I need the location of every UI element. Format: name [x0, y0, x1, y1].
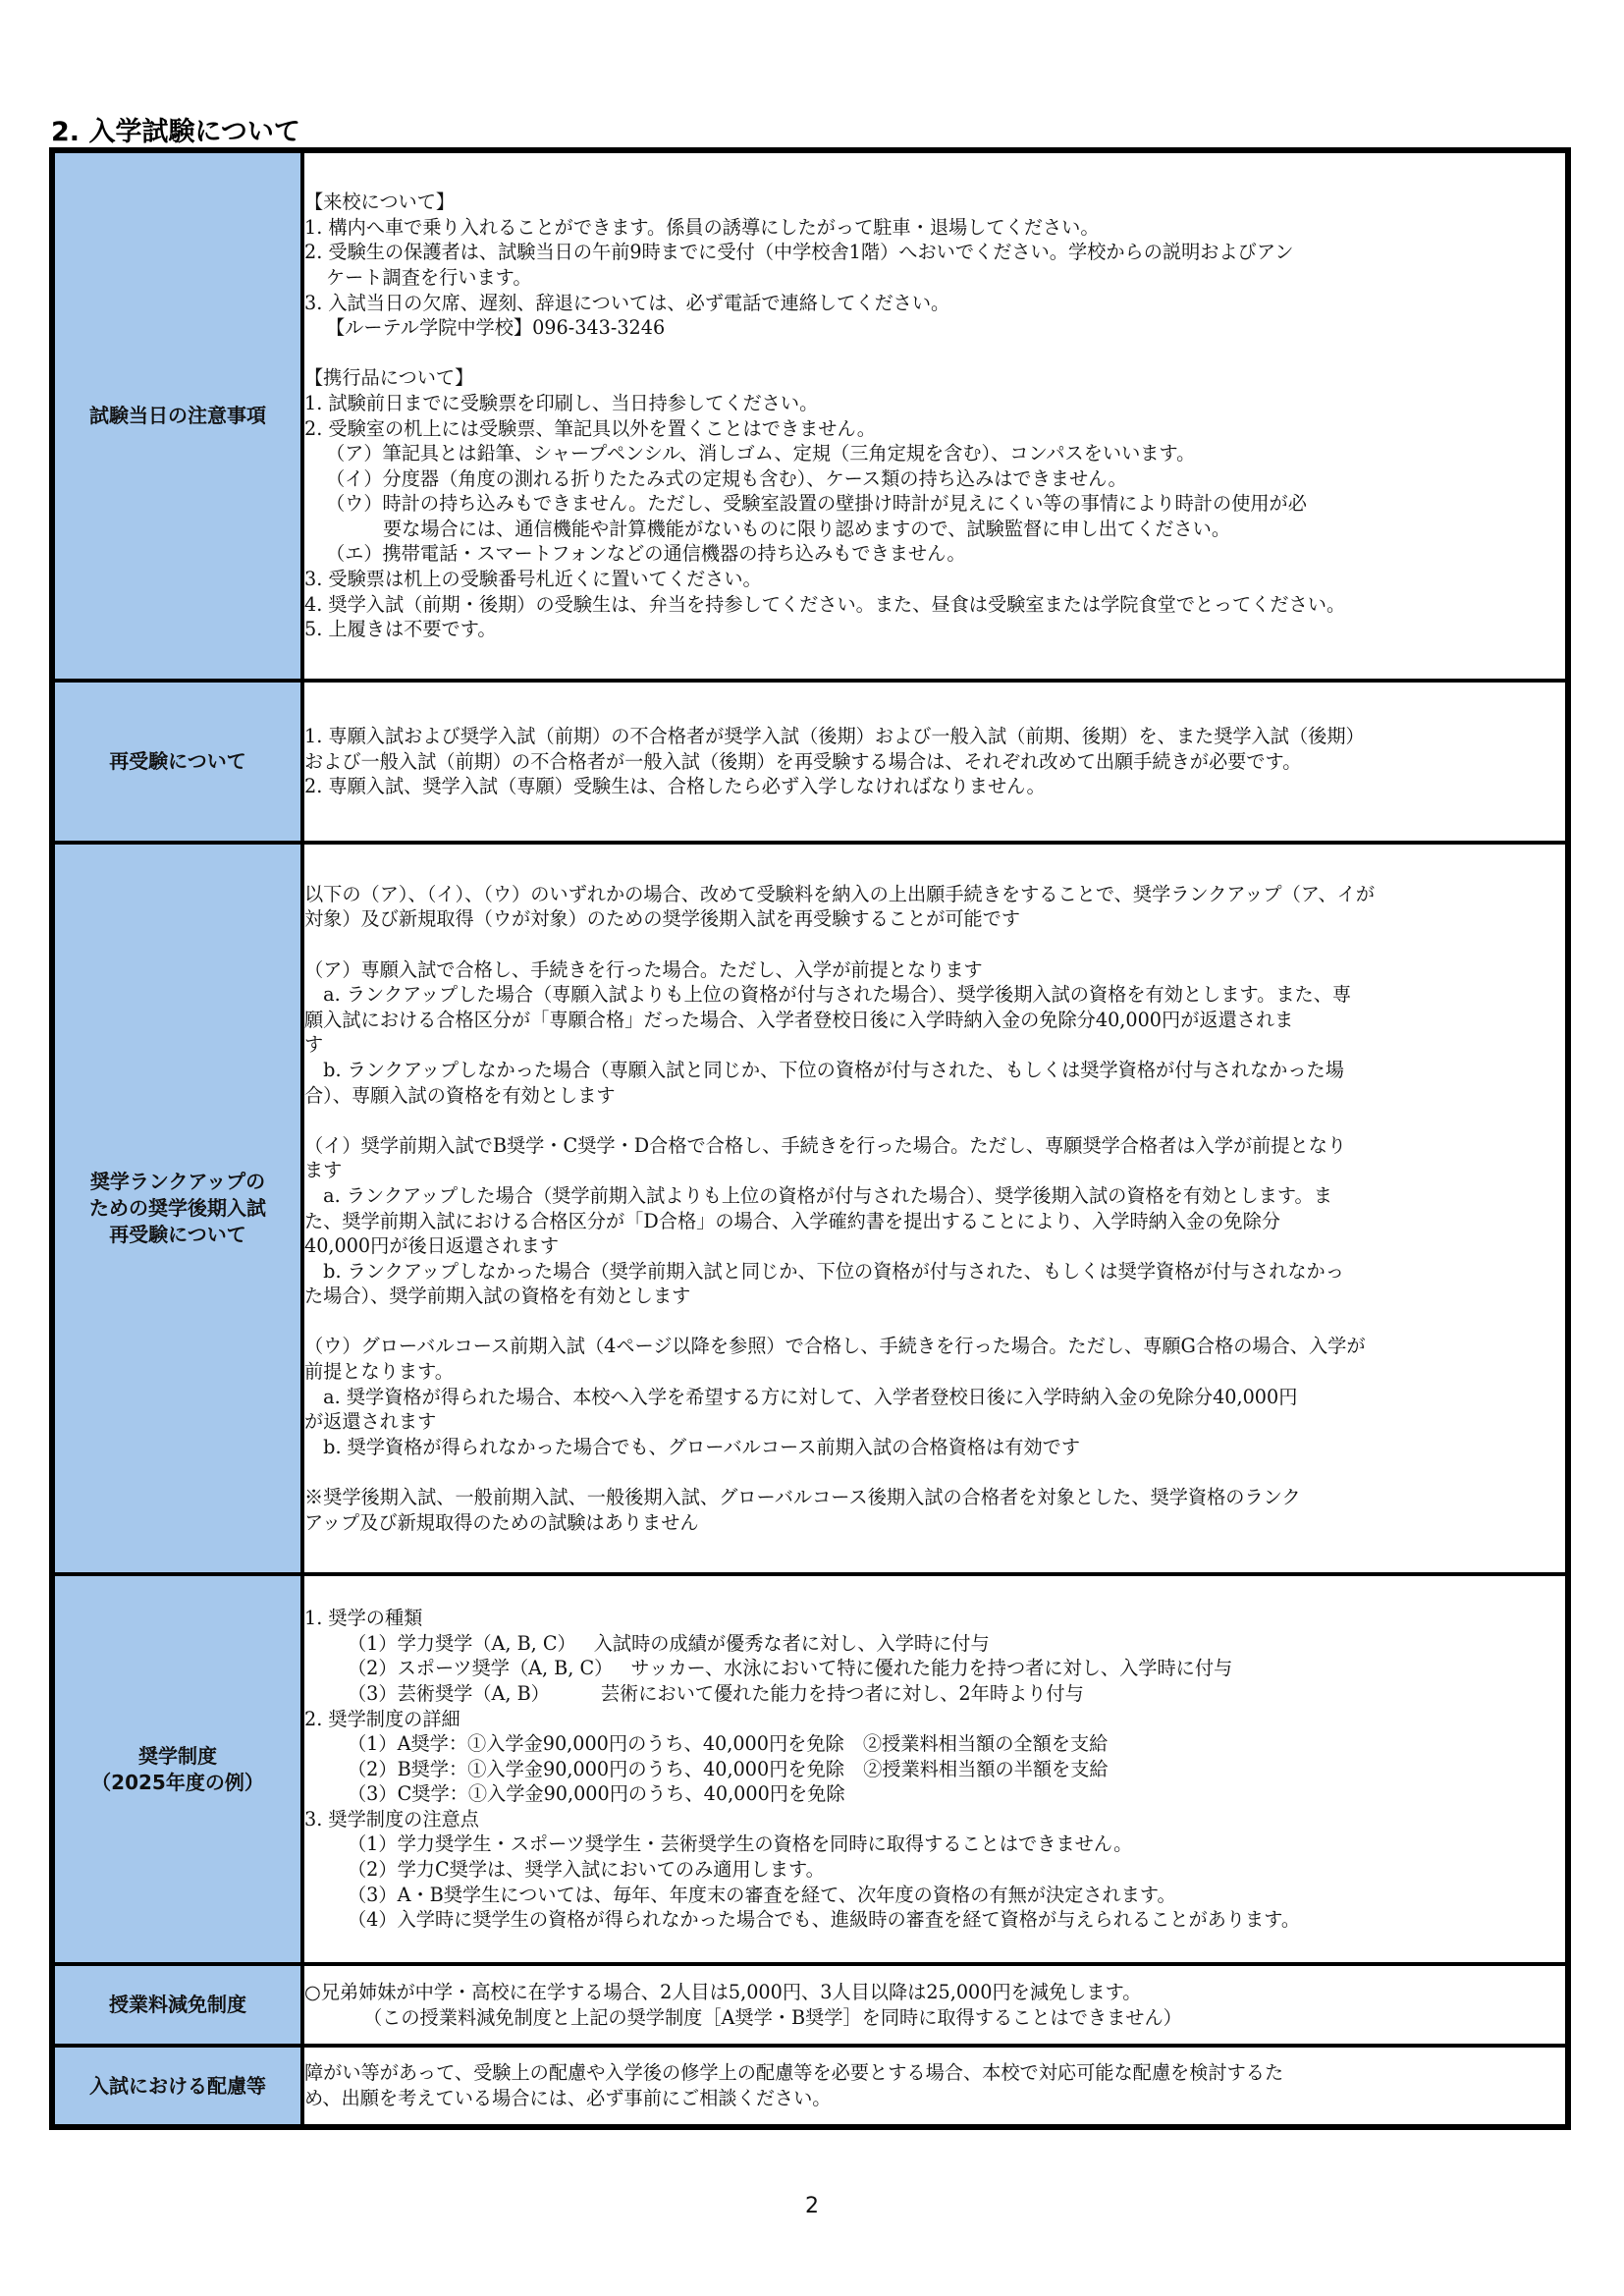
table-row-accommodations — [52, 2046, 1568, 2127]
case-a-line: （ア）専願入試で合格し、手続きを行った場合。ただし、入学が前提となります — [304, 957, 983, 981]
tuition-reduction-note: （この授業料減免制度と上記の奨学制度［A奨学・B奨学］を同時に取得することはできません） — [363, 2005, 1182, 2029]
row-label-text: 再受験について — [109, 749, 246, 773]
row-label-text: 授業料減免制度 — [109, 1993, 246, 2016]
row-content-scholarship-system — [302, 1574, 1568, 1964]
table-row-reexamination — [52, 681, 1568, 843]
visit-heading: 【来校について】 — [304, 191, 456, 214]
case-a-line: す — [304, 1033, 324, 1057]
table-row-tuition-reduction — [52, 1964, 1568, 2046]
scholarship-type-name: （2）スポーツ奨学（A, B, C） — [348, 1657, 614, 1680]
reexam-line: 1. 専願入試および奨学入試（前期）の不合格者が奨学入試（後期）および一般入試（前期、後期）を、また奨学入試（後期） — [304, 725, 1365, 748]
scholarship-note: （4）入学時に奨学生の資格が得られなかった場合でも、進級時の審査を経て資格が与えられることがあります。 — [348, 1908, 1301, 1932]
items-subrule: （イ）分度器（角度の測れる折りたたみ式の定規も含む）、ケース類の持ち込みはできません。 — [326, 466, 1127, 490]
scholarship-detail: （1）A奨学：①入学金90,000円のうち、40,000円を免除 ②授業料相当額の全額を支給 — [348, 1732, 1109, 1756]
rankup-intro: 対象）及び新規取得（ウが対象）のための奨学後期入試を再受験することが可能です — [304, 907, 1021, 931]
rankup-note: ※奨学後期入試、一般前期入試、一般後期入試、グローバルコース後期入試の合格者を対象とした、奨学資格のランク — [304, 1486, 1301, 1509]
case-u-line: a. 奨学資格が得られた場合、本校へ入学を希望する方に対して、入学者登校日後に入学時納入金の免除分40,000円 — [304, 1385, 1298, 1408]
scholarship-type-name: （1）学力奨学（A, B, C） — [348, 1631, 576, 1655]
row-label-scholarship-system — [52, 1574, 302, 1964]
items-rule: 1. 試験前日までに受験票を印刷し、当日持参してください。 — [304, 391, 819, 414]
items-subrule-continued: 要な場合には、通信機能や計算機能がないものに限り認めますので、試験監督に申し出てください。 — [383, 517, 1231, 540]
items-rule: 2. 受験室の机上には受験票、筆記具以外を置くことはできません。 — [304, 416, 876, 440]
case-a-line: a. ランクアップした場合（専願入試よりも上位の資格が付与された場合）、奨学後期入試の資格を有効とします。また、専 — [304, 983, 1352, 1007]
row-content-accommodations — [302, 2046, 1568, 2127]
table-row-scholarship-system — [52, 1574, 1568, 1964]
scholarship-type — [304, 1631, 1565, 1657]
row-label-text: 入試における配慮等 — [89, 2073, 266, 2098]
case-i-line: 40,000円が後日返還されます — [304, 1234, 560, 1258]
row-content-exam-day-notes — [302, 150, 1568, 681]
row-label-text: （2025年度の例） — [91, 1770, 264, 1794]
row-content-reexamination — [302, 681, 1568, 843]
visit-item: 3. 入試当日の欠席、遅刻、辞退については、必ず電話で連絡してください。 — [304, 291, 950, 314]
scholarship-type-desc: 芸術において優れた能力を持つ者に対し、2年時より付与 — [600, 1681, 1084, 1705]
scholarship-details-heading: 2. 奨学制度の詳細 — [304, 1707, 460, 1730]
scholarship-notes-heading: 3. 奨学制度の注意点 — [304, 1807, 479, 1831]
scholarship-note: （1）学力奨学生・スポーツ奨学生・芸術奨学生の資格を同時に取得することはできません。 — [348, 1832, 1133, 1856]
row-label-tuition-reduction — [52, 1964, 302, 2046]
items-heading: 【携行品について】 — [304, 366, 474, 390]
row-label-scholarship-rankup — [52, 843, 302, 1574]
school-phone-number: 【ルーテル学院中学校】096-343-3246 — [326, 316, 666, 340]
scholarship-type-name: （3）芸術奨学（A, B） — [348, 1681, 550, 1705]
scholarship-types-heading: 1. 奨学の種類 — [304, 1607, 423, 1630]
items-subrule: （ア）筆記具とは鉛筆、シャープペンシル、消しゴム、定規（三角定規を含む）、コンパスをいいます。 — [326, 442, 1196, 465]
reexam-line: および一般入試（前期）の不合格者が一般入試（後期）を再受験する場合は、それぞれ改めて出願手続きが必要です。 — [304, 749, 1302, 773]
case-i-line: ます — [304, 1159, 343, 1182]
accommodations-line: 障がい等があって、受験上の配慮や入学後の修学上の配慮等を必要とする場合、本校で対応可能な配慮を検討するた — [304, 2061, 1284, 2085]
case-i-line: た、奨学前期入試における合格区分が「D合格」の場合、入学確約書を提出することにより、入学時納入金の免除分 — [304, 1209, 1280, 1232]
section-title: 2. 入学試験について — [51, 117, 300, 147]
row-label-text: 奨学ランクアップの — [89, 1170, 266, 1193]
case-i-line: （イ）奨学前期入試でB奨学・C奨学・D合格で合格し、手続きを行った場合。ただし、専願奨学合格者は入学が前提となり — [304, 1133, 1347, 1157]
table-row-scholarship-rankup — [52, 843, 1568, 1574]
visit-item: 2. 受験生の保護者は、試験当日の午前9時までに受付（中学校舎1階）へおいでください。学校からの説明およびアン — [304, 241, 1294, 264]
row-content-tuition-reduction — [302, 1964, 1568, 2046]
items-rule: 3. 受験票は机上の受験番号札近くに置いてください。 — [304, 568, 762, 591]
scholarship-note: （2）学力C奨学は、奨学入試においてのみ適用します。 — [348, 1858, 825, 1882]
row-label-text: 奨学制度 — [138, 1743, 217, 1768]
row-label-reexamination — [52, 681, 302, 843]
case-u-line: 前提となります。 — [304, 1360, 454, 1384]
case-a-line: 願入試における合格区分が「専願合格」だった場合、入学者登校日後に入学時納入金の免除分40,000円が返還されま — [304, 1008, 1294, 1031]
row-label-exam-day-notes — [52, 150, 302, 681]
scholarship-type — [304, 1656, 1565, 1681]
accommodations-line: め、出願を考えている場合には、必ず事前にご相談ください。 — [304, 2087, 832, 2109]
row-label-text: 試験当日の注意事項 — [89, 404, 266, 427]
tuition-reduction-line: ○兄弟姉妹が中学・高校に在学する場合、2人目は5,000円、3人目以降は25,000円を減免します。 — [304, 1980, 1142, 2003]
scholarship-detail: （3）C奨学：①入学金90,000円のうち、40,000円を免除 — [348, 1782, 845, 1806]
rankup-note: アップ及び新規取得のための試験はありません — [304, 1510, 699, 1534]
visit-item-continued: ケート調査を行います。 — [326, 265, 532, 289]
case-u-line: が返還されます — [304, 1410, 437, 1434]
scholarship-type-desc: サッカー、水泳において特に優れた能力を持つ者に対し、入学時に付与 — [630, 1657, 1233, 1680]
items-subrule: （ウ）時計の持ち込みもできません。ただし、受験室設置の壁掛け時計が見えにくい等の事情により時計の使用が必 — [326, 492, 1307, 516]
items-rule: 5. 上履きは不要です。 — [304, 618, 497, 641]
scholarship-type — [304, 1681, 1565, 1707]
rankup-intro: 以下の（ア）、（イ）、（ウ）のいずれかの場合、改めて受験料を納入の上出願手続きをすることで、奨学ランクアップ（ア、イが — [304, 882, 1376, 905]
entrance-exam-info-table — [49, 147, 1571, 2130]
scholarship-type-desc: 入試時の成績が優秀な者に対し、入学時に付与 — [593, 1631, 990, 1655]
scholarship-note: （3）A・B奨学生については、毎年、年度末の審査を経て、次年度の資格の有無が決定されます。 — [348, 1883, 1176, 1906]
case-i-line: b. ランクアップしなかった場合（奨学前期入試と同じか、下位の資格が付与された、もしくは奨学資格が付与されなかっ — [304, 1259, 1344, 1283]
visit-item: 1. 構内へ車で乗り入れることができます。係員の誘導にしたがって駐車・退場してください。 — [304, 215, 1100, 239]
page-number: 2 — [805, 2194, 819, 2218]
case-a-line: 合）、専願入試の資格を有効とします — [304, 1083, 616, 1107]
case-a-line: b. ランクアップしなかった場合（専願入試と同じか、下位の資格が付与された、もしくは奨学資格が付与されなかった場 — [304, 1058, 1344, 1081]
case-u-line: b. 奨学資格が得られなかった場合でも、グローバルコース前期入試の合格資格は有効です — [304, 1435, 1081, 1458]
case-u-line: （ウ）グローバルコース前期入試（4ページ以降を参照）で合格し、手続きを行った場合。ただし、専願G合格の場合、入学が — [304, 1335, 1366, 1358]
items-rule: 4. 奨学入試（前期・後期）の受験生は、弁当を持参してください。また、昼食は受験室または学院食堂でとってください。 — [304, 592, 1346, 616]
row-content-scholarship-rankup — [302, 843, 1568, 1574]
scholarship-detail: （2）B奨学：①入学金90,000円のうち、40,000円を免除 ②授業料相当額の半額を支給 — [348, 1757, 1109, 1780]
row-label-text: ための奨学後期入試 — [89, 1196, 266, 1220]
reexam-line: 2. 専願入試、奨学入試（専願）受験生は、合格したら必ず入学しなければなりません。 — [304, 775, 1046, 798]
items-subrule: （エ）携帯電話・スマートフォンなどの通信機器の持ち込みもできません。 — [326, 542, 966, 566]
table-row-exam-day-notes — [52, 150, 1568, 681]
case-i-line: a. ランクアップした場合（奨学前期入試よりも上位の資格が付与された場合）、奨学後期入試の資格を有効とします。ま — [304, 1183, 1332, 1207]
row-label-accommodations — [52, 2046, 302, 2127]
case-i-line: た場合）、奨学前期入試の資格を有効とします — [304, 1285, 691, 1308]
row-label-text: 再受験について — [109, 1223, 246, 1246]
